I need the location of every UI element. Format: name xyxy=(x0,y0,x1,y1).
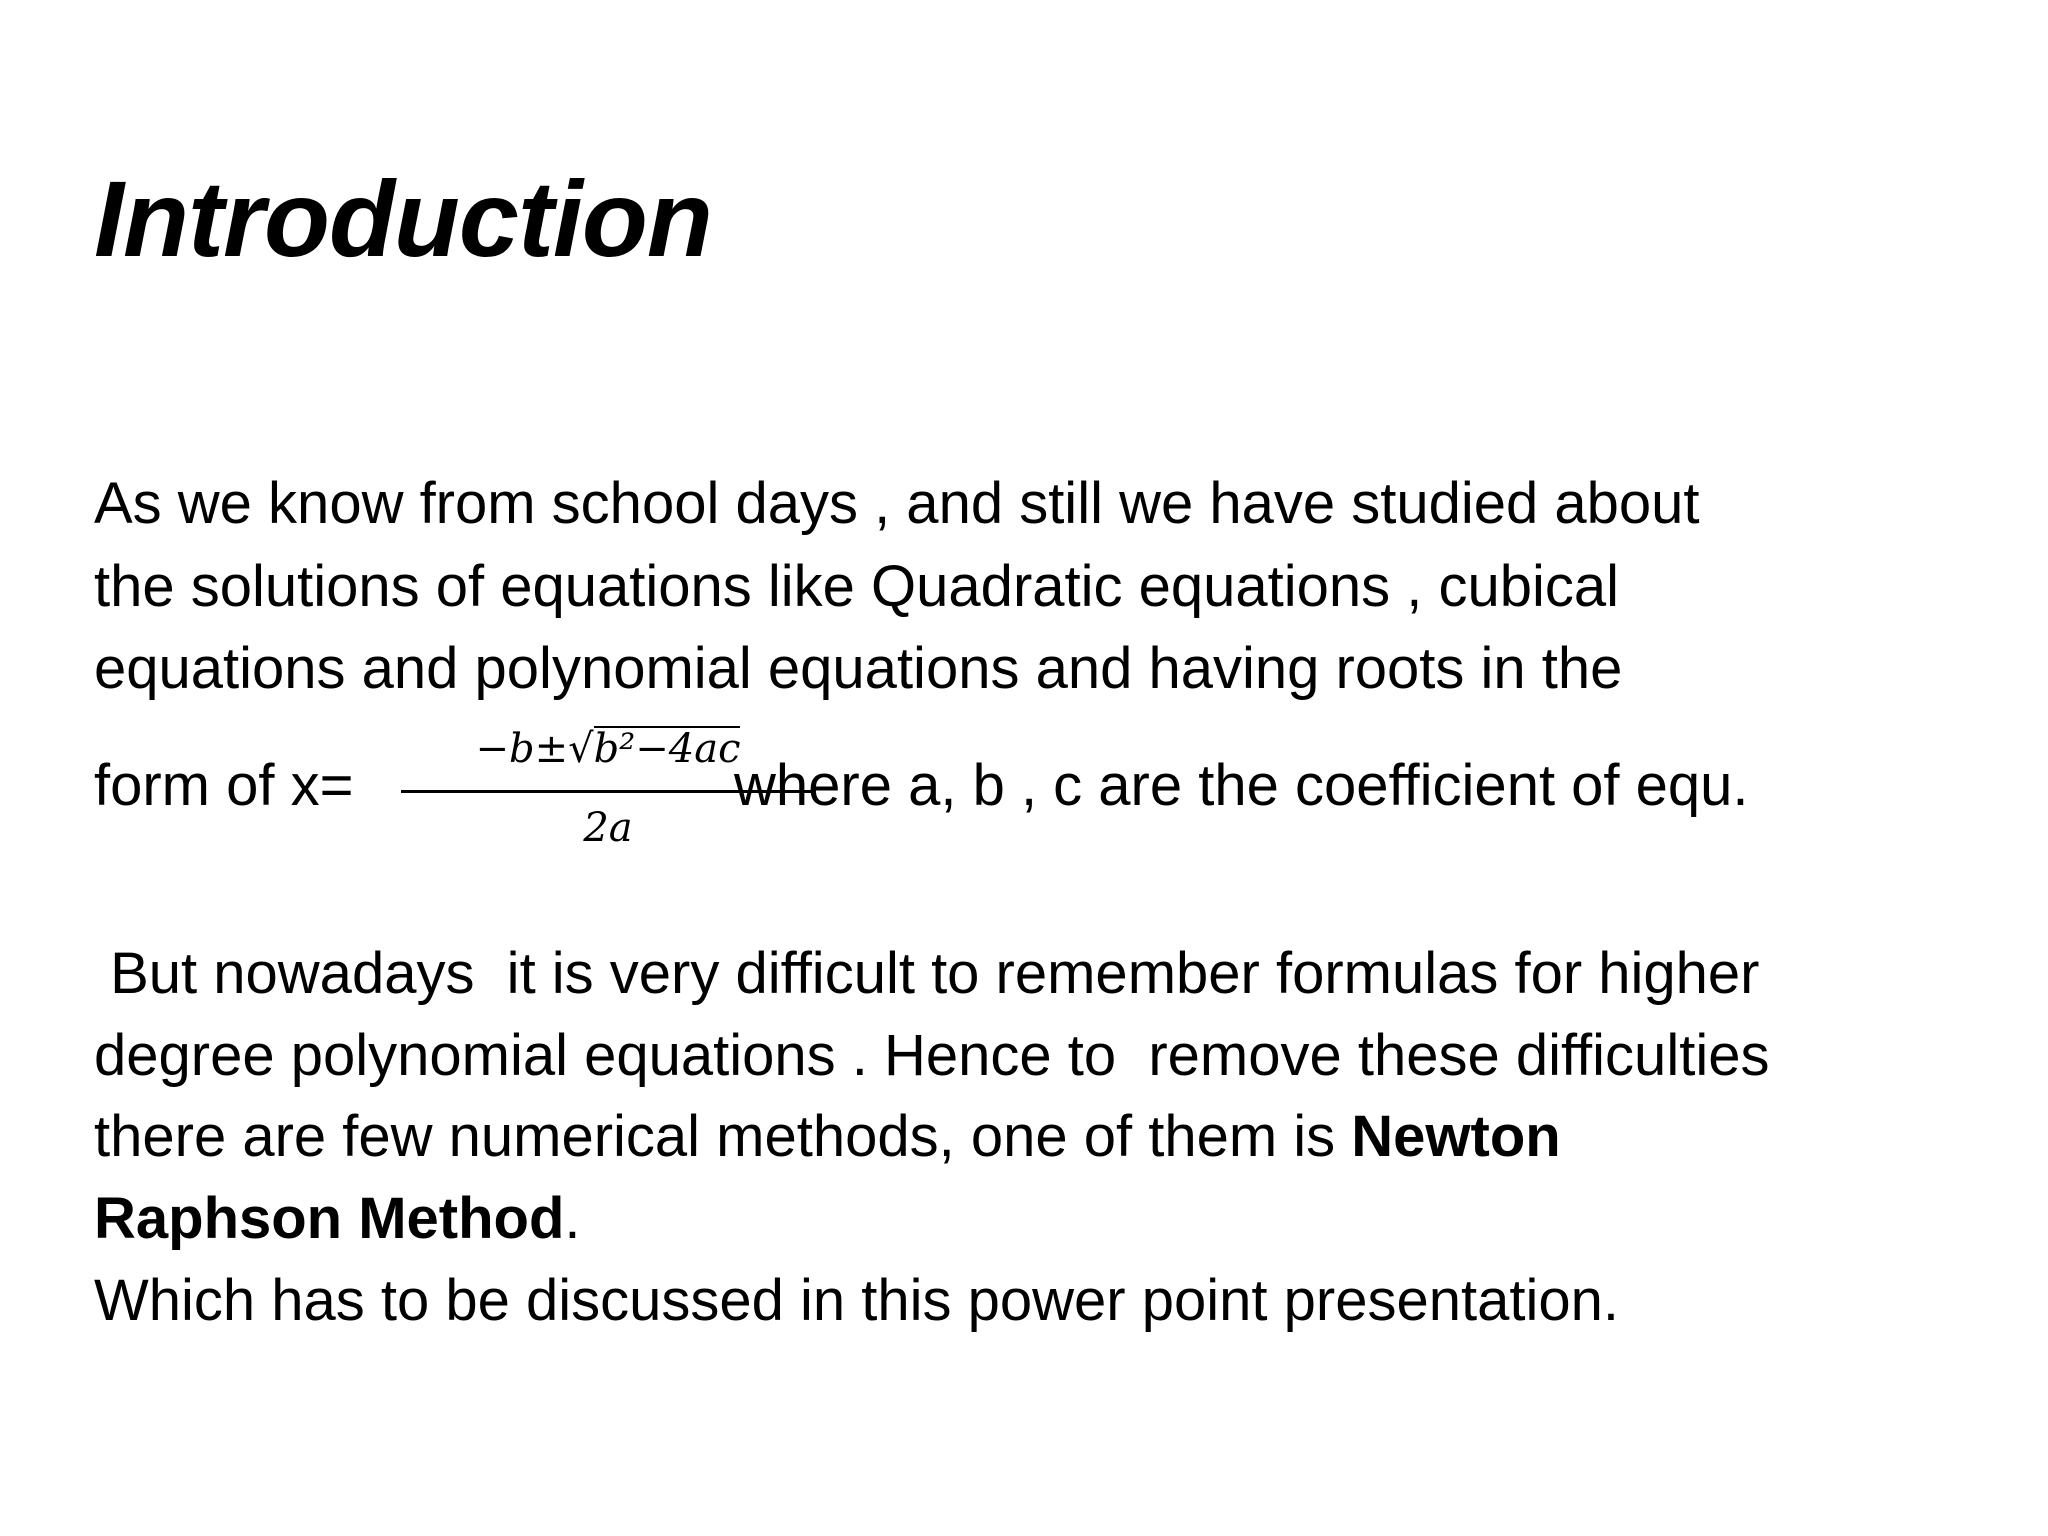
method-name-part1: Newton xyxy=(1351,1104,1561,1169)
formula-suffix: where a, b , c are the coefficient of equ. xyxy=(734,753,1749,818)
paragraph2-line4 xyxy=(94,1186,581,1251)
paragraph2-line3 xyxy=(94,1104,1561,1169)
paragraph2-line1: But nowadays it is very difficult to remember formulas for higher xyxy=(94,941,1760,1006)
paragraph2-line4-text: . xyxy=(564,1186,581,1251)
formula-numerator-sqrt: b²−4ac xyxy=(593,726,741,772)
paragraph2-line5: Which has to be discussed in this power point presentation. xyxy=(94,1268,1619,1333)
formula-prefix: form of x= xyxy=(94,753,354,818)
formula-numerator-left: −b±√ xyxy=(475,726,594,772)
slide-title: Introduction xyxy=(94,158,712,279)
paragraph1-line3: equations and polynomial equations and having roots in the xyxy=(94,636,1623,701)
formula-denominator: 2a xyxy=(583,805,633,851)
method-name-part2: Raphson Method xyxy=(94,1186,565,1251)
paragraph2-line2: degree polynomial equations . Hence to remove these difficulties xyxy=(94,1023,1770,1088)
paragraph1-line2: the solutions of equations like Quadratic equations , cubical xyxy=(94,554,1620,619)
paragraph2-line3-text: there are few numerical methods, one of them is xyxy=(94,1104,1352,1169)
paragraph1-line1: As we know from school days , and still we have studied about xyxy=(94,471,1700,536)
